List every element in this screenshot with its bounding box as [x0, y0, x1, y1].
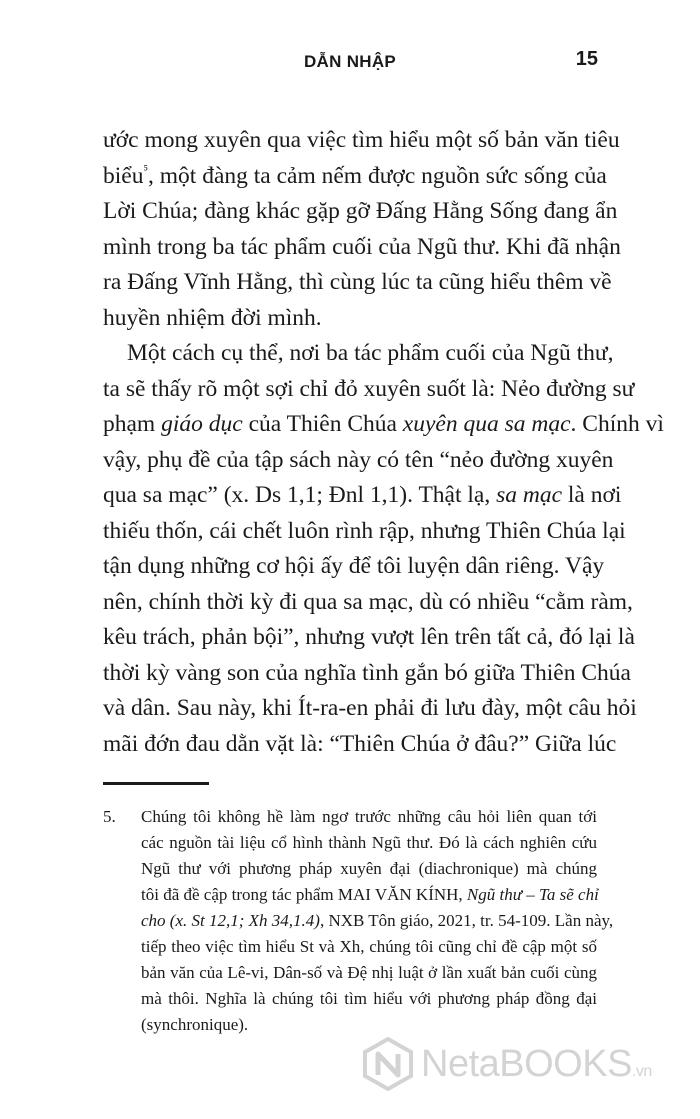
body-line: và dân. Sau này, khi Ít-ra-en phải đi lưu đày, một câu hỏi [103, 695, 637, 721]
footnote-text [141, 804, 614, 1038]
footnote-line: tiếp theo việc tìm hiểu St và Xh, chúng tôi cũng chỉ đề cập một số [141, 937, 597, 956]
body-line: phạm giáo dục của Thiên Chúa xuyên qua sa mạc. Chính vì [103, 411, 664, 437]
body-line: qua sa mạc” (x. Ds 1,1; Đnl 1,1). Thật lạ, sa mạc là nơi [103, 482, 622, 508]
body-line: kêu trách, phản bội”, nhưng vượt lên trên tất cả, đó lại là [103, 624, 635, 650]
footnote-ref: ⁵ [143, 161, 149, 177]
footnote-line: mà thôi. Nghĩa là chúng tôi tìm hiểu với phương pháp đồng đại [141, 989, 597, 1008]
page-number: 15 [575, 48, 598, 70]
body-line: ta sẽ thấy rõ một sợi chỉ đỏ xuyên suốt là: Nẻo đường sư [103, 375, 635, 402]
body-line: mình trong ba tác phẩm cuối của Ngũ thư. Khi đã nhận [103, 233, 621, 260]
body-line: biểu$^{^5}$, một đàng ta cảm nếm được nguồn sức sống của [103, 161, 607, 189]
chapter-title: DẪN NHẬP [303, 52, 397, 71]
body-line: ước mong xuyên qua việc tìm hiểu một số bản văn tiêu [103, 127, 620, 153]
body-line: tận dụng những cơ hội ấy để tôi luyện dân riêng. Vậy [103, 553, 605, 579]
footnote [103, 804, 614, 1038]
body-line: mãi đớn đau dằn vặt là: “Thiên Chúa ở đâu?” Giữa lúc [103, 730, 617, 757]
body-text [103, 123, 664, 762]
footnote-number: 5. [103, 807, 116, 826]
body-line: nên, chính thời kỳ đi qua sa mạc, dù có nhiều “cằm ràm, [103, 588, 633, 615]
netabooks-logo-icon [361, 1037, 415, 1091]
footnote-line: Ngũ thư với phương pháp xuyên đại (diachronique) mà chúng [141, 859, 597, 878]
footnote-line: các nguồn tài liệu cổ hình thành Ngũ thư. Đó là cách nghiên cứu [141, 833, 597, 852]
footnote-line: tôi đã đề cập trong tác phẩm MAI VĂN KÍNH, Ngũ thư – Ta sẽ chỉ [141, 885, 599, 904]
body-line: Một cách cụ thể, nơi ba tác phẩm cuối của Ngũ thư, [127, 340, 614, 366]
watermark-text: NetaBOOKS.vn [421, 1042, 652, 1085]
footnote-divider [103, 782, 209, 785]
footnote-line: (synchronique). [141, 1015, 249, 1034]
body-line: thiếu thốn, cái chết luôn rình rập, nhưng Thiên Chúa lại [103, 517, 626, 544]
body-line: huyền nhiệm đời mình. [103, 304, 322, 331]
body-line: ra Đấng Vĩnh Hằng, thì cùng lúc ta cũng hiểu thêm về [103, 269, 612, 295]
body-line: thời kỳ vàng son của nghĩa tình gắn bó giữa Thiên Chúa [103, 659, 631, 686]
watermark [361, 1034, 681, 1094]
body-line: Lời Chúa; đàng khác gặp gỡ Đấng Hằng Sống đang ẩn [103, 198, 618, 224]
body-line: vậy, phụ đề của tập sách này có tên “nẻo đường xuyên [103, 446, 614, 473]
footnote-line: bản văn của Lê-vi, Dân-số và Đệ nhị luật ở lần xuất bản cuối cùng [141, 963, 597, 982]
footnote-line: Chúng tôi không hề làm ngơ trước những câu hỏi liên quan tới [141, 807, 597, 826]
footnote-line: cho (x. St 12,1; Xh 34,1.4), NXB Tôn giáo, 2021, tr. 54-109. Lần này, [141, 911, 614, 930]
